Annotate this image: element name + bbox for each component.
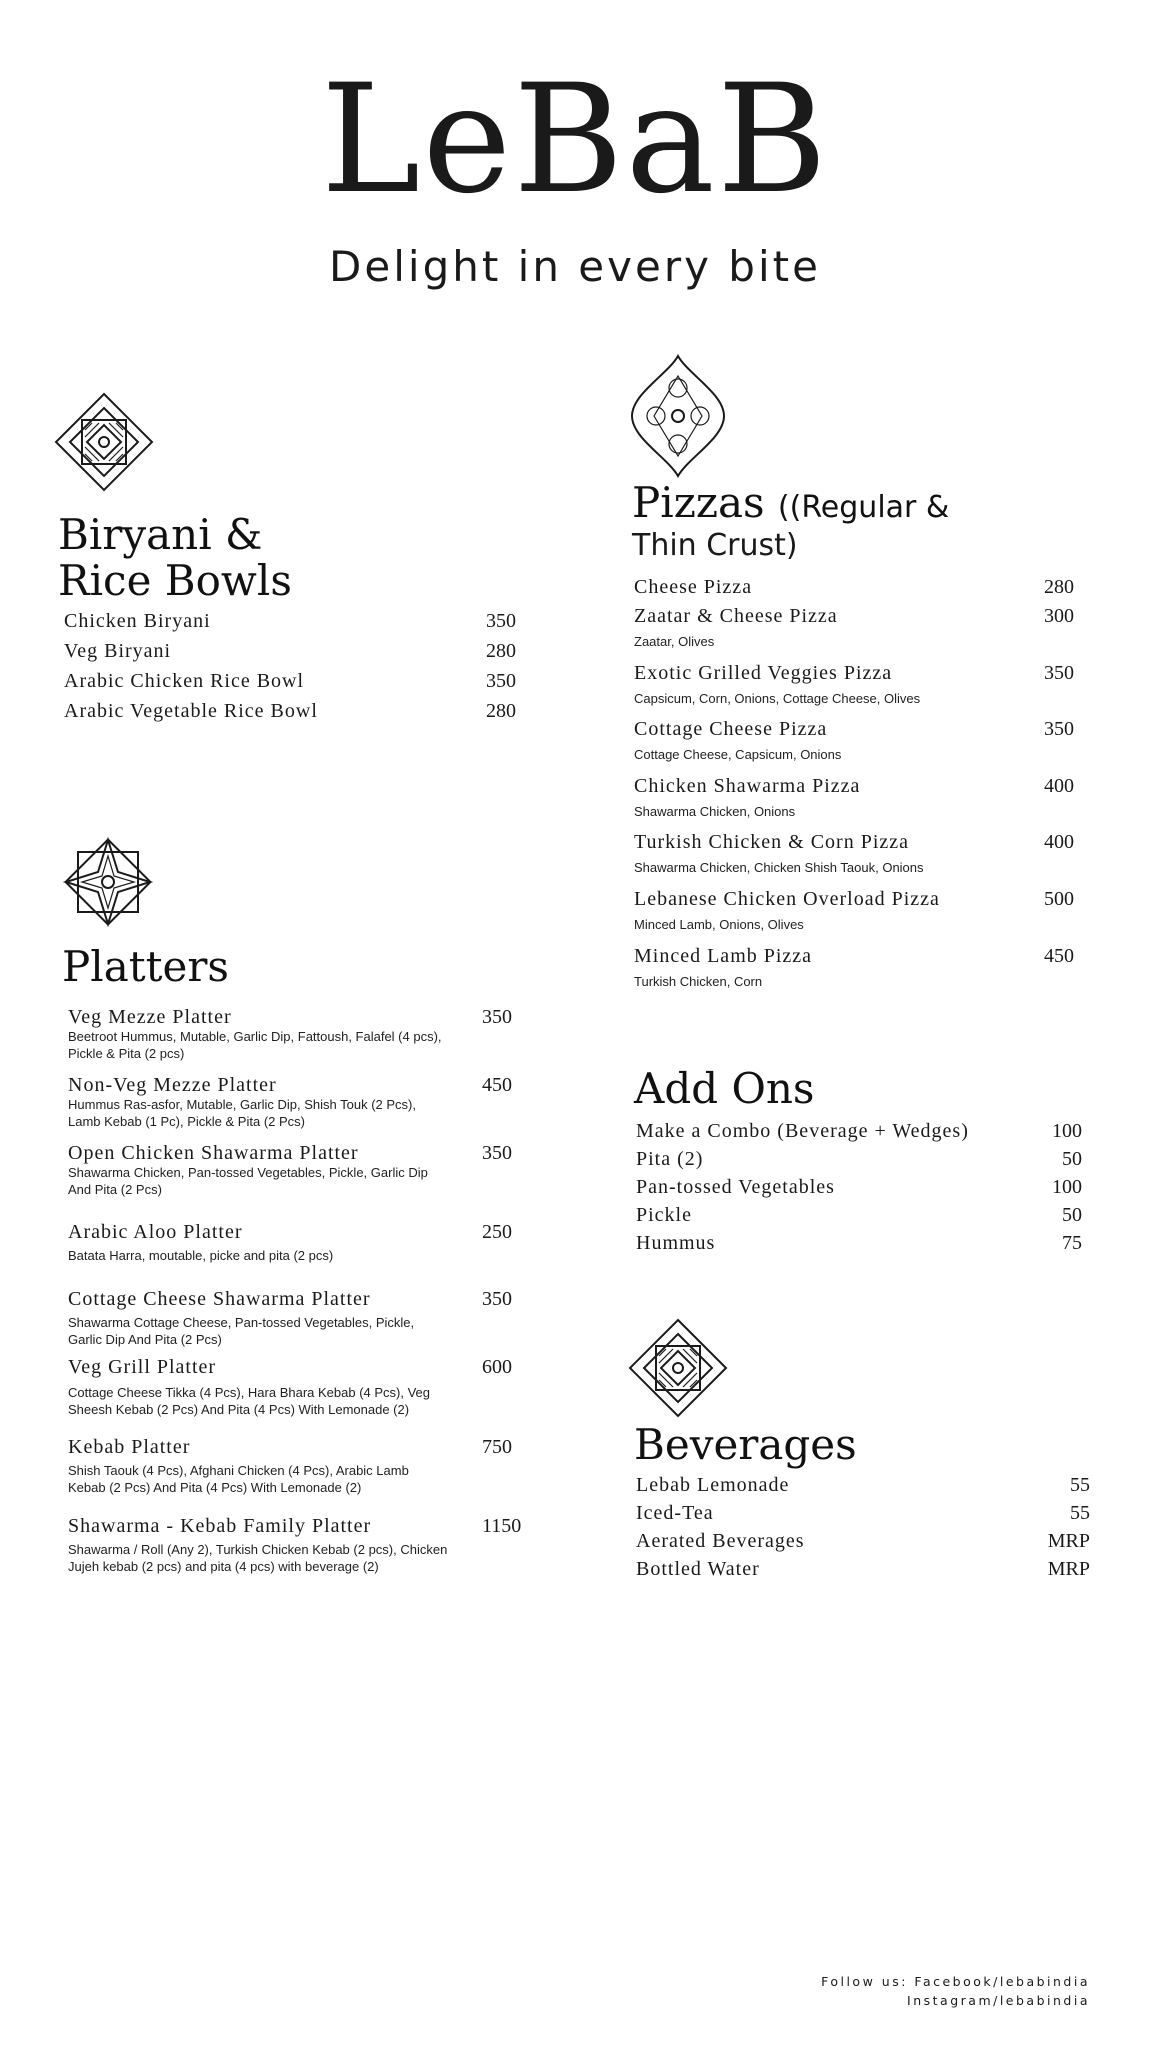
biryani-title-line2: Rice Bowls [58,556,292,605]
footer-instagram: Instagram/lebabindia [907,1993,1090,2008]
ornament-star-icon [56,830,160,934]
tagline: Delight in every bite [329,242,821,291]
section-title-addons: Add Ons [634,1064,815,1113]
ornament-tile-icon [52,390,156,494]
footer-facebook: Follow us: Facebook/lebabindia [821,1974,1090,1989]
section-title-biryani [58,512,292,604]
footer-social [821,1972,1090,2010]
pizzas-subtitle: Thin Crust) [632,528,798,563]
section-title-platters: Platters [62,942,229,991]
section-title-beverages: Beverages [634,1420,857,1469]
brand-logo: LeBaB [320,53,830,227]
biryani-title-line1: Biryani & [58,510,263,559]
ornament-floral-icon [630,354,726,478]
section-title-pizzas: Pizzas ((Regular & [632,478,950,527]
ornament-tile-icon [626,1316,730,1420]
